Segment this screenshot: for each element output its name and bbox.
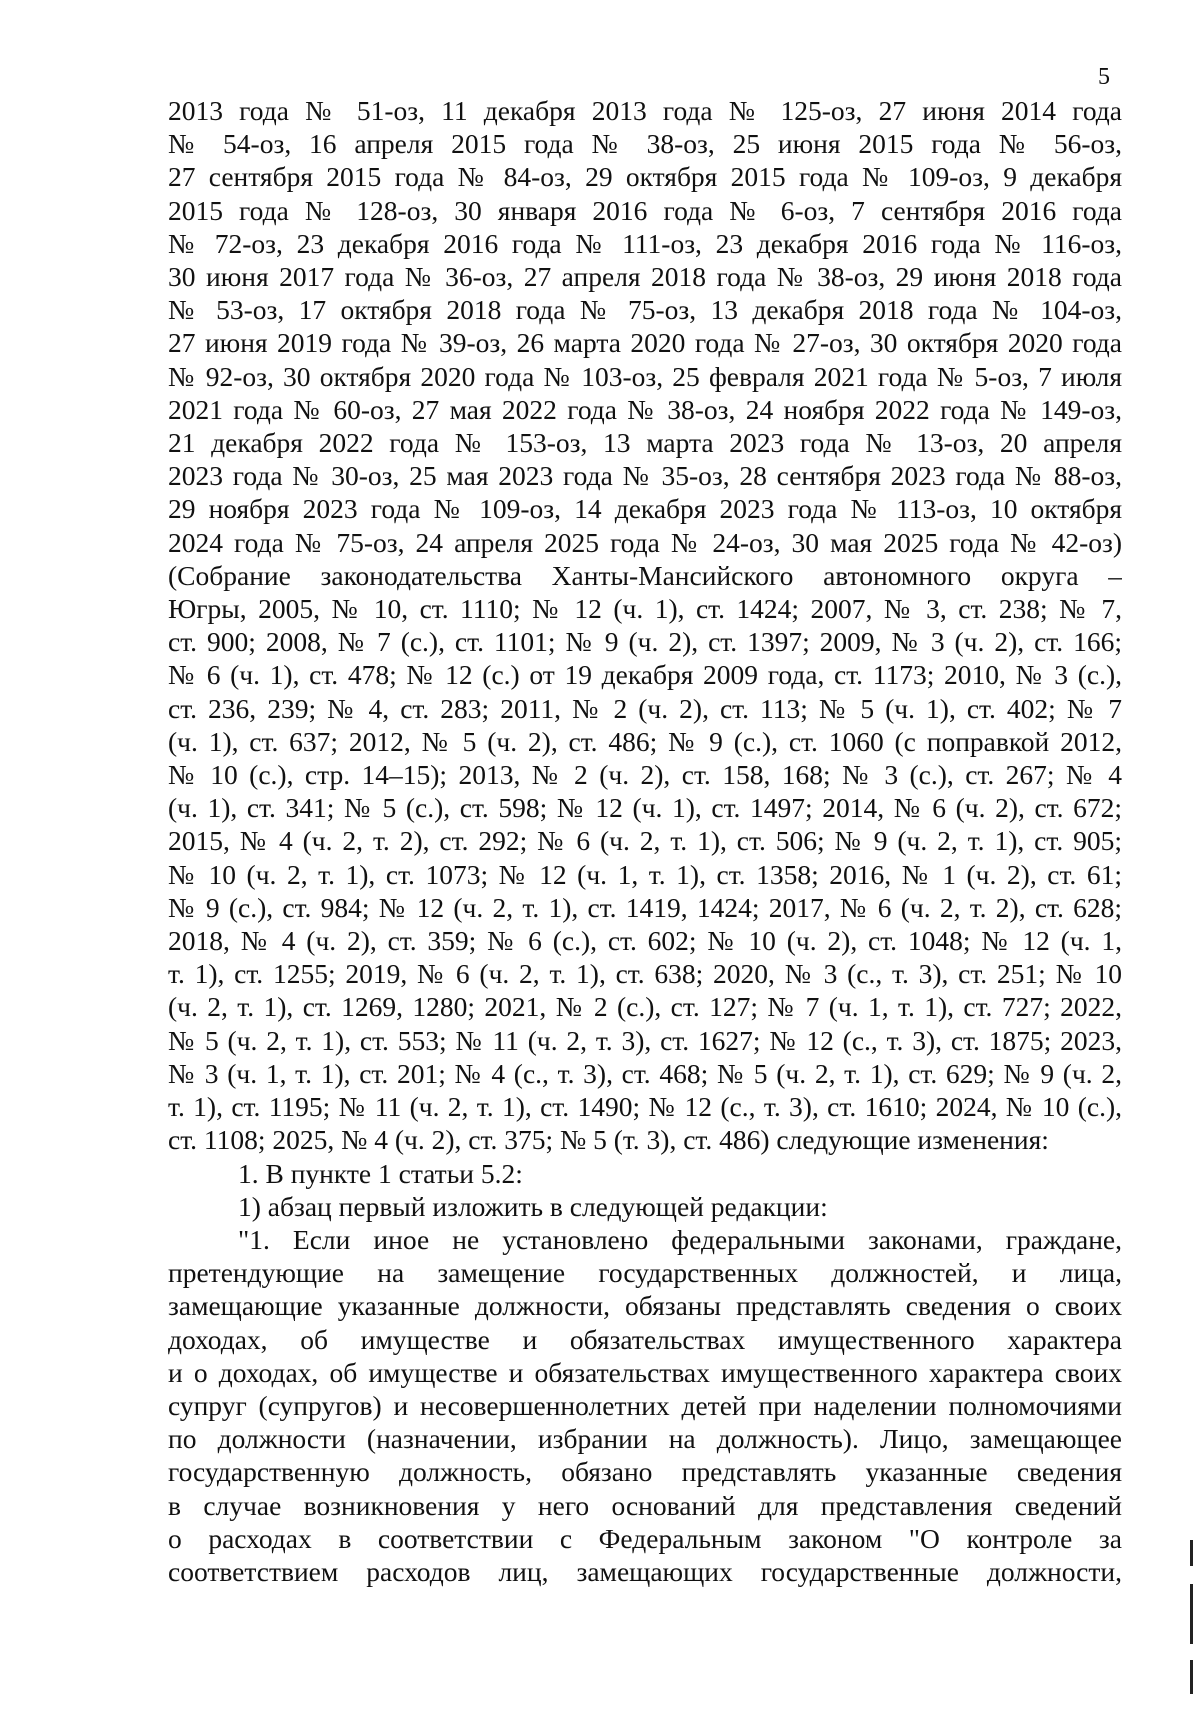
text-line: № 53-оз, 17 октября 2018 года № 75-оз, 13 декабря 2018 года № 104-оз, — [168, 294, 1122, 326]
text-line: 2015, № 4 (ч. 2, т. 2), ст. 292; № 6 (ч. 2, т. 1), ст. 506; № 9 (ч. 2, т. 1), ст. 905; — [168, 825, 1122, 857]
text-line: (ч. 2, т. 1), ст. 1269, 1280; 2021, № 2 (с.), ст. 127; № 7 (ч. 1, т. 1), ст. 727; 2022, — [168, 991, 1122, 1023]
text-line: 30 июня 2017 года № 36-оз, 27 апреля 2018 года № 38-оз, 29 июня 2018 года — [168, 261, 1122, 293]
scan-edge-mark — [1190, 1540, 1193, 1566]
text-line: № 72-оз, 23 декабря 2016 года № 111-оз, 23 декабря 2016 года № 116-оз, — [168, 227, 1122, 259]
text-line: № 54-оз, 16 апреля 2015 года № 38-оз, 25 июня 2015 года № 56-оз, — [168, 128, 1122, 160]
text-line: 1) абзац первый изложить в следующей редакции: — [238, 1190, 828, 1222]
text-line: по должности (назначении, избрании на должность). Лицо, замещающее — [168, 1423, 1122, 1455]
text-line: 2015 года № 128-оз, 30 января 2016 года № 6-оз, 7 сентября 2016 года — [168, 194, 1122, 226]
text-line: доходах, об имуществе и обязательствах имущественного характера — [168, 1323, 1122, 1355]
text-line: супруг (супругов) и несовершеннолетних детей при наделении полномочиями — [168, 1389, 1122, 1421]
text-line: в случае возникновения у него оснований для представления сведений — [168, 1489, 1122, 1521]
text-line: т. 1), ст. 1255; 2019, № 6 (ч. 2, т. 1), ст. 638; 2020, № 3 (с., т. 3), ст. 251; № 10 — [168, 958, 1122, 990]
text-line: и о доходах, об имуществе и обязательствах имущественного характера своих — [168, 1356, 1122, 1388]
text-line: № 10 (ч. 2, т. 1), ст. 1073; № 12 (ч. 1, т. 1), ст. 1358; 2016, № 1 (ч. 2), ст. 61; — [168, 858, 1122, 890]
page-number: 5 — [1098, 64, 1110, 90]
text-line: замещающие указанные должности, обязаны представлять сведения о своих — [168, 1290, 1122, 1322]
text-line: ст. 900; 2008, № 7 (с.), ст. 1101; № 9 (ч. 2), ст. 1397; 2009, № 3 (ч. 2), ст. 166; — [168, 626, 1122, 658]
text-line: № 92-оз, 30 октября 2020 года № 103-оз, 25 февраля 2021 года № 5-оз, 7 июля — [168, 360, 1122, 392]
text-line: о расходах в соответствии с Федеральным законом "О контроле за — [168, 1522, 1122, 1554]
text-line: № 5 (ч. 2, т. 1), ст. 553; № 11 (ч. 2, т. 3), ст. 1627; № 12 (с., т. 3), ст. 1875; 2023, — [168, 1024, 1122, 1056]
text-line: 1. В пункте 1 статьи 5.2: — [238, 1157, 523, 1189]
text-line: 27 июня 2019 года № 39-оз, 26 марта 2020 года № 27-оз, 30 октября 2020 года — [168, 327, 1122, 359]
document-body — [168, 94, 1122, 1588]
text-line: соответствием расходов лиц, замещающих государственные должности, — [168, 1555, 1122, 1587]
text-line: 21 декабря 2022 года № 153-оз, 13 марта 2023 года № 13-оз, 20 апреля — [168, 427, 1122, 459]
text-line: 2013 года № 51-оз, 11 декабря 2013 года № 125-оз, 27 июня 2014 года — [168, 95, 1122, 126]
text-line: т. 1), ст. 1195; № 11 (ч. 2, т. 1), ст. 1490; № 12 (с., т. 3), ст. 1610; 2024, № 10 (с.), — [168, 1091, 1122, 1123]
text-line: № 3 (ч. 1, т. 1), ст. 201; № 4 (с., т. 3), ст. 468; № 5 (ч. 2, т. 1), ст. 629; № 9 (ч. 2, — [168, 1057, 1122, 1089]
text-line: ст. 1108; 2025, № 4 (ч. 2), ст. 375; № 5 (т. 3), ст. 486) следующие изменения: — [168, 1124, 1049, 1156]
text-line: 2021 года № 60-оз, 27 мая 2022 года № 38-оз, 24 ноября 2022 года № 149-оз, — [168, 393, 1122, 425]
text-line: 2023 года № 30-оз, 25 мая 2023 года № 35-оз, 28 сентября 2023 года № 88-оз, — [168, 460, 1122, 492]
scan-edge-mark — [1190, 1584, 1193, 1644]
text-line: претендующие на замещение государственных должностей, и лица, — [168, 1257, 1122, 1289]
text-line: (ч. 1), ст. 341; № 5 (с.), ст. 598; № 12 (ч. 1), ст. 1497; 2014, № 6 (ч. 2), ст. 672; — [168, 792, 1122, 824]
text-line: (ч. 1), ст. 637; 2012, № 5 (ч. 2), ст. 486; № 9 (с.), ст. 1060 (с поправкой 2012, — [168, 725, 1122, 757]
text-line: 2024 года № 75-оз, 24 апреля 2025 года № 24-оз, 30 мая 2025 года № 42-оз) — [168, 526, 1122, 558]
text-line: ст. 236, 239; № 4, ст. 283; 2011, № 2 (ч. 2), ст. 113; № 5 (ч. 1), ст. 402; № 7 — [168, 692, 1122, 724]
scan-edge-mark — [1190, 1660, 1193, 1694]
text-line: 29 ноября 2023 года № 109-оз, 14 декабря 2023 года № 113-оз, 10 октября — [168, 493, 1122, 525]
text-line: Югры, 2005, № 10, ст. 1110; № 12 (ч. 1), ст. 1424; 2007, № 3, ст. 238; № 7, — [168, 593, 1122, 625]
text-line: (Собрание законодательства Ханты-Мансийского автономного округа – — [168, 559, 1122, 591]
text-line: государственную должность, обязано представлять указанные сведения — [168, 1456, 1122, 1488]
text-line: "1. Если иное не установлено федеральными законами, граждане, — [238, 1223, 1122, 1255]
text-line: 27 сентября 2015 года № 84-оз, 29 октября 2015 года № 109-оз, 9 декабря — [168, 161, 1122, 193]
text-line: № 10 (с.), стр. 14–15); 2013, № 2 (ч. 2), ст. 158, 168; № 3 (с.), ст. 267; № 4 — [168, 759, 1122, 791]
text-line: № 9 (с.), ст. 984; № 12 (ч. 2, т. 1), ст. 1419, 1424; 2017, № 6 (ч. 2, т. 2), ст. 628; — [168, 891, 1122, 923]
text-line: 2018, № 4 (ч. 2), ст. 359; № 6 (с.), ст. 602; № 10 (ч. 2), ст. 1048; № 12 (ч. 1, — [168, 925, 1122, 957]
text-line: № 6 (ч. 1), ст. 478; № 12 (с.) от 19 декабря 2009 года, ст. 1173; 2010, № 3 (с.), — [168, 659, 1122, 691]
